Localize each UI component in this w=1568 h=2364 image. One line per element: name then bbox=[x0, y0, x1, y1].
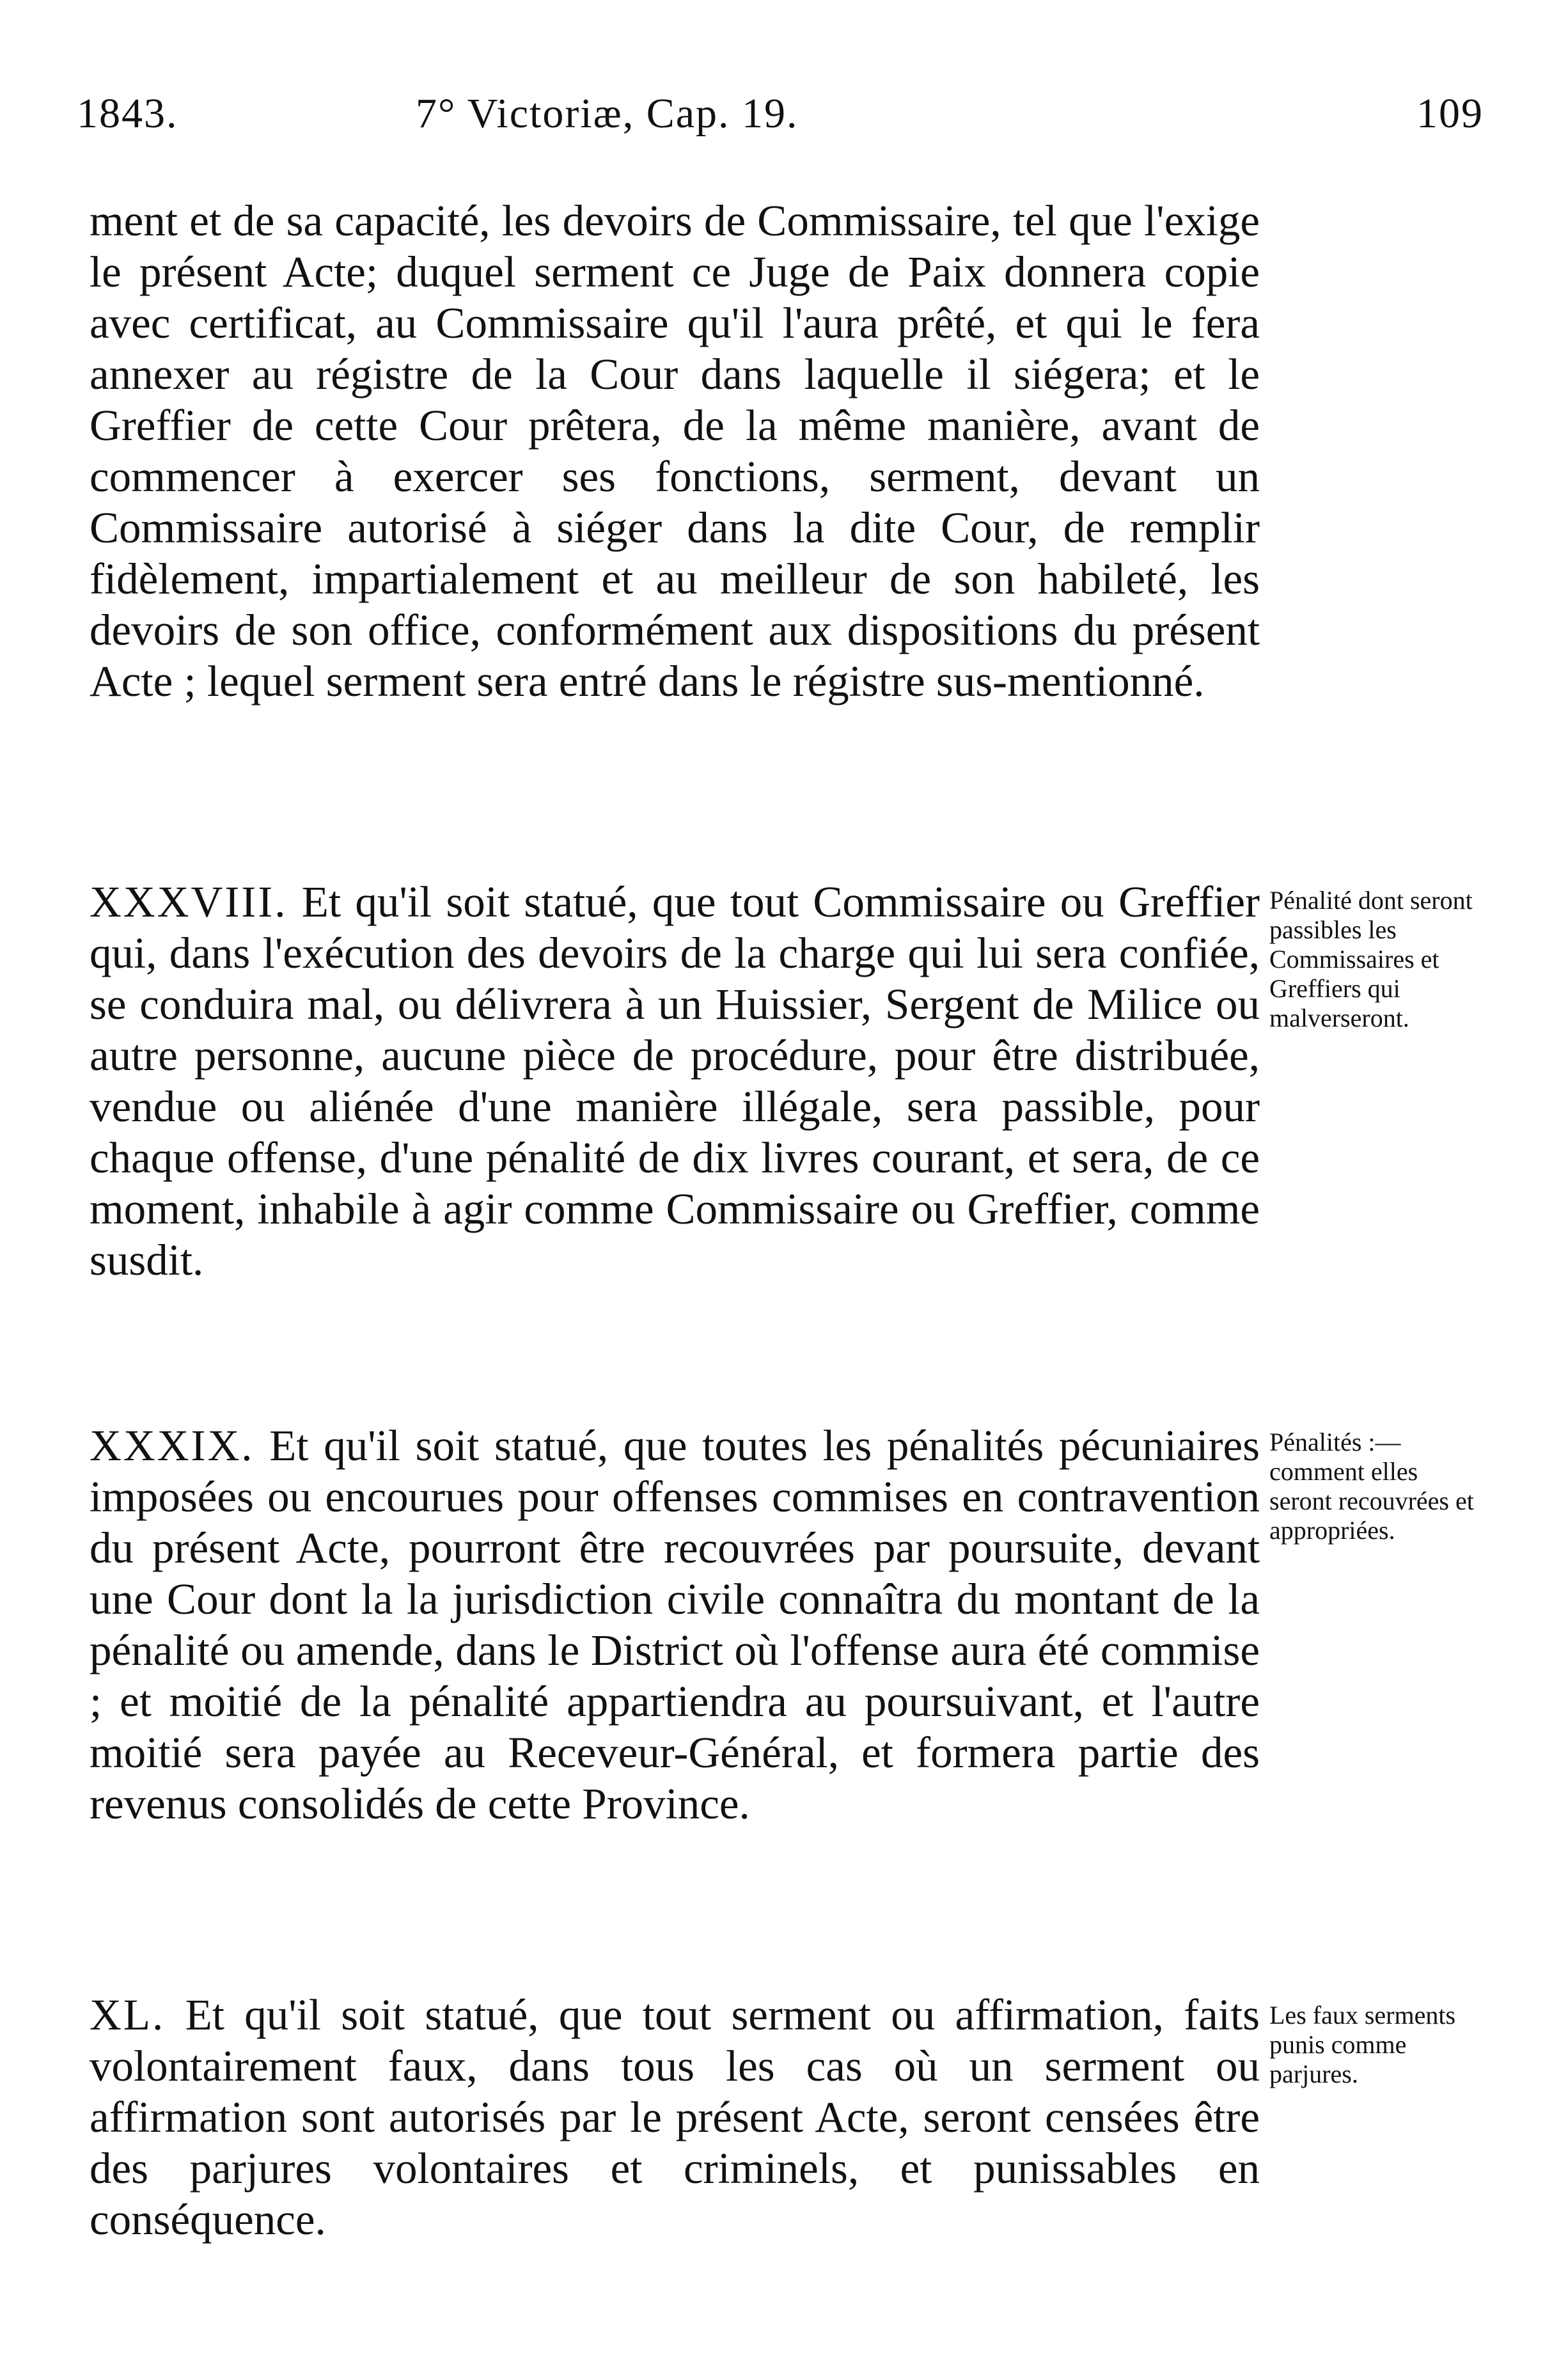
header-year: 1843. bbox=[77, 90, 178, 137]
page-number: 109 bbox=[1416, 90, 1484, 137]
paragraph-text: ment et de sa capacité, les devoirs de Commissaire, tel que l'exige le présent Acte; duquel serment ce Juge de Paix donnera copie avec certificat, au Commissaire qu'il l'aura prêté, et qui le fera annexer au régistre de la Cour dans laquelle il siégera; et le Greffier de cette Cour prêtera, de la même manière, avant de commencer à exercer ses fonctions, serment, devant un Commissaire autorisé à siéger dans la dite Cour, de remplir fidèlement, impartialement et au meilleur de son habileté, les devoirs de son office, conformément aux dispositions du présent Acte ; lequel serment sera entré dans le régistre sus-mentionné. bbox=[90, 196, 1260, 705]
margin-note: Pénalités :— comment elles seront recouvrées et appropriées. bbox=[1269, 1428, 1474, 1545]
section-number: XXXVIII. bbox=[90, 878, 288, 926]
section-number: XL. bbox=[90, 1990, 166, 2039]
section-number: XXXIX. bbox=[90, 1421, 255, 1470]
paragraph-text: Et qu'il soit statué, que tout Commissaire ou Greffier qui, dans l'exécution des devoirs de la charge qui lui sera confiée, se conduira mal, ou délivrera à un Huissier, Sergent de Milice ou autre personne, aucune pièce de procédure, pour être distribuée, vendue ou aliénée d'une manière illégale, sera passible, pour chaque offense, d'une pénalité de dix livres courant, et sera, de ce moment, inhabile à agir comme Commissaire ou Greffier, comme susdit. bbox=[90, 878, 1260, 1284]
section-40 bbox=[90, 1989, 1260, 2245]
section-38 bbox=[90, 876, 1260, 1286]
paragraph-text: Et qu'il soit statué, que tout serment ou affirmation, faits volontairement faux, dans tous les cas où un serment ou affirmation sont autorisés par le présent Acte, seront censées être des parjures volontaires et criminels, et punissables en conséquence. bbox=[90, 1990, 1260, 2244]
paragraph-text: Et qu'il soit statué, que toutes les pénalités pécuniaires imposées ou encourues pour offenses commises en contravention du présent Acte, pourront être recouvrées par poursuite, devant une Cour dont la la jurisdiction civile connaîtra du montant de la pénalité ou amende, dans le District où l'offense aura été commise ; et moitié de la pénalité appartiendra au poursuivant, et l'autre moitié sera payée au Receveur-Général, et formera partie des revenus consolidés de cette Province. bbox=[90, 1421, 1260, 1828]
header-title: 7° Victoriæ, Cap. 19. bbox=[416, 90, 799, 137]
section-39 bbox=[90, 1420, 1260, 1829]
paragraph-continued bbox=[90, 195, 1260, 707]
margin-note: Les faux serments punis comme parjures. bbox=[1269, 2001, 1456, 2088]
page-header bbox=[77, 77, 1484, 147]
margin-note: Pénalité dont seront passibles les Commissaires et Greffiers qui malverseront. bbox=[1269, 886, 1473, 1032]
